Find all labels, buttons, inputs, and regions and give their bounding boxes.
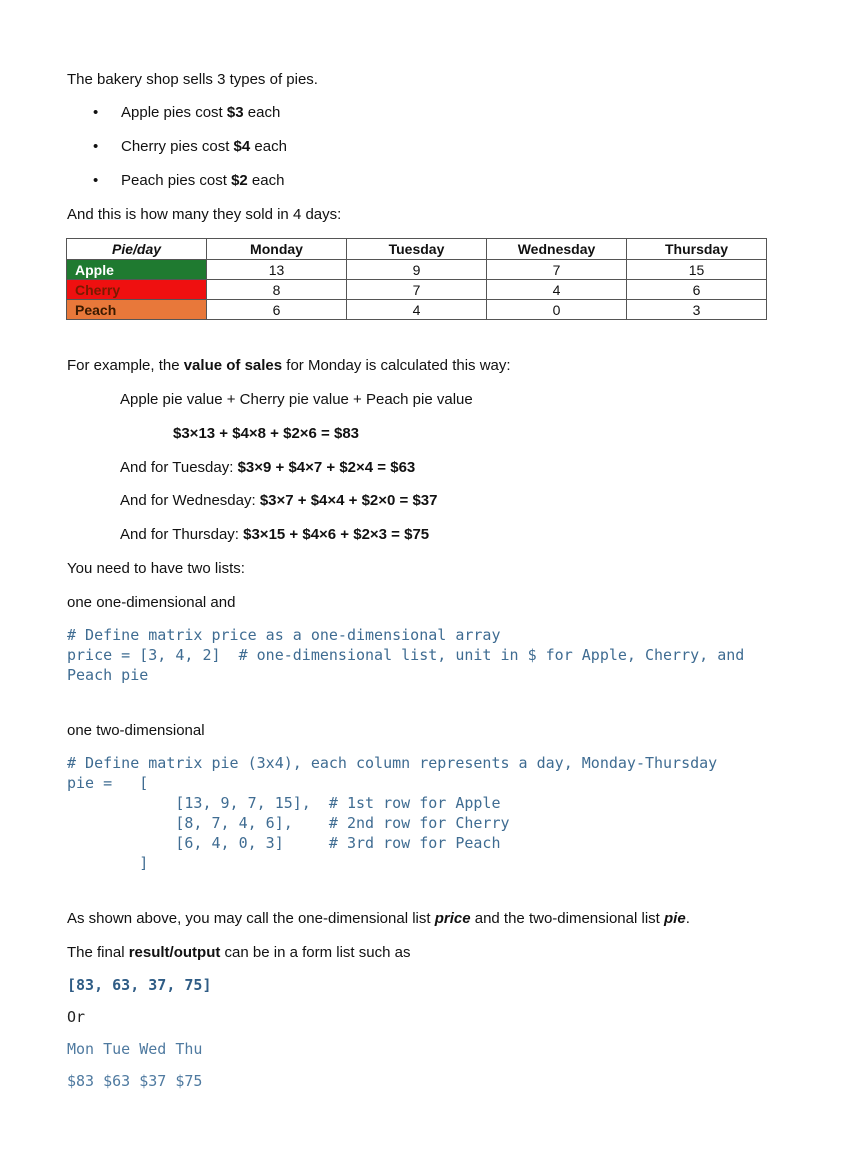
table-cell: 7 [487,260,627,280]
tuesday-calc: $3×9 + $4×7 + $2×4 = $63 [237,459,416,476]
example-intro [67,356,511,376]
table-header-row [67,239,767,260]
table-cell: 4 [347,300,487,320]
table-row [67,300,767,320]
values-line: $83 $63 $37 $75 [67,1072,203,1090]
bullet-peach [93,171,284,191]
final-pre: The final [67,944,129,961]
final-post: can be in a form list such as [220,944,411,961]
monday-calc: $3×13 + $4×8 + $2×6 = $83 [173,425,360,442]
bullet-suffix: each [247,172,285,189]
code-line: [8, 7, 4, 6], # 2nd row for Cherry [67,814,510,832]
sold-intro: And this is how many they sold in 4 days: [67,206,342,223]
bullet-price: $2 [231,172,248,189]
code-line: # Define matrix pie (3x4), each column represents a day, Monday-Thursday [67,754,718,772]
tuesday-line [120,458,415,478]
example-post: for Monday is calculated this way: [282,357,511,374]
table-header-cell: Pie/day [67,239,207,260]
table-header-cell: Wednesday [487,239,627,260]
table-cell: 6 [207,300,347,320]
table-header-cell: Monday [207,239,347,260]
shown-post: . [685,910,690,927]
row-label-apple: Apple [67,260,207,280]
table-cell: 6 [627,280,767,300]
one-dim-label: one one-dimensional and [67,594,236,611]
bullet-cherry [93,137,287,157]
bullet-suffix: each [243,104,281,121]
lists-intro: You need to have two lists: [67,560,245,577]
bullet-icon: • [93,138,99,155]
shown-mid: and the two-dimensional list [470,910,664,927]
code-line: ] [67,854,149,872]
table-header-cell: Tuesday [347,239,487,260]
row-label-cherry: Cherry [67,280,207,300]
result-list: [83, 63, 37, 75] [67,976,212,994]
days-line: Mon Tue Wed Thu [67,1040,203,1058]
bullet-apple [93,103,280,123]
bullet-text: Apple pies cost [121,104,227,121]
bullet-price: $4 [233,138,251,155]
code-line: pie = [ [67,774,149,792]
table-cell: 13 [207,260,347,280]
shown-text [67,909,690,929]
wednesday-line [120,491,437,511]
code-line: price = [3, 4, 2] # one-dimensional list, unit in $ for Apple, Cherry, and [67,646,745,664]
shown-pre: As shown above, you may call the one-dimensional list [67,910,435,927]
or-text: Or [67,1008,86,1026]
table-row [67,260,767,280]
example-pre: For example, the [67,357,184,374]
table-header-cell: Thursday [627,239,767,260]
pie-word: pie [664,910,686,927]
table-cell: 7 [347,280,487,300]
bullet-text: Peach pies cost [121,172,232,189]
sales-table [66,238,767,320]
wednesday-calc: $3×7 + $4×4 + $2×0 = $37 [259,492,438,509]
code-line: [6, 4, 0, 3] # 3rd row for Peach [67,834,501,852]
final-text [67,943,410,963]
table-cell: 8 [207,280,347,300]
intro-text: The bakery shop sells 3 types of pies. [67,71,318,88]
thursday-label: And for Thursday: [120,526,244,543]
formula-text: Apple pie value + Cherry pie value + Peach pie value [120,391,473,408]
table-cell: 9 [347,260,487,280]
example-bold: value of sales [183,357,283,374]
bullet-icon: • [93,104,99,121]
price-word: price [434,910,471,927]
table-cell: 3 [627,300,767,320]
bullet-suffix: each [250,138,287,155]
code-line: Peach pie [67,666,149,684]
code-line: # Define matrix price as a one-dimensional array [67,626,501,644]
code-line: [13, 9, 7, 15], # 1st row for Apple [67,794,501,812]
table-cell: 15 [627,260,767,280]
thursday-line [120,525,429,545]
final-bold: result/output [128,944,221,961]
row-label-peach: Peach [67,300,207,320]
two-dim-label: one two-dimensional [67,722,205,739]
table-cell: 0 [487,300,627,320]
wednesday-label: And for Wednesday: [120,492,260,509]
thursday-calc: $3×15 + $4×6 + $2×3 = $75 [243,526,430,543]
bullet-text: Cherry pies cost [121,138,234,155]
table-cell: 4 [487,280,627,300]
bullet-icon: • [93,172,99,189]
tuesday-label: And for Tuesday: [120,459,238,476]
table-row [67,280,767,300]
bullet-price: $3 [226,104,244,121]
